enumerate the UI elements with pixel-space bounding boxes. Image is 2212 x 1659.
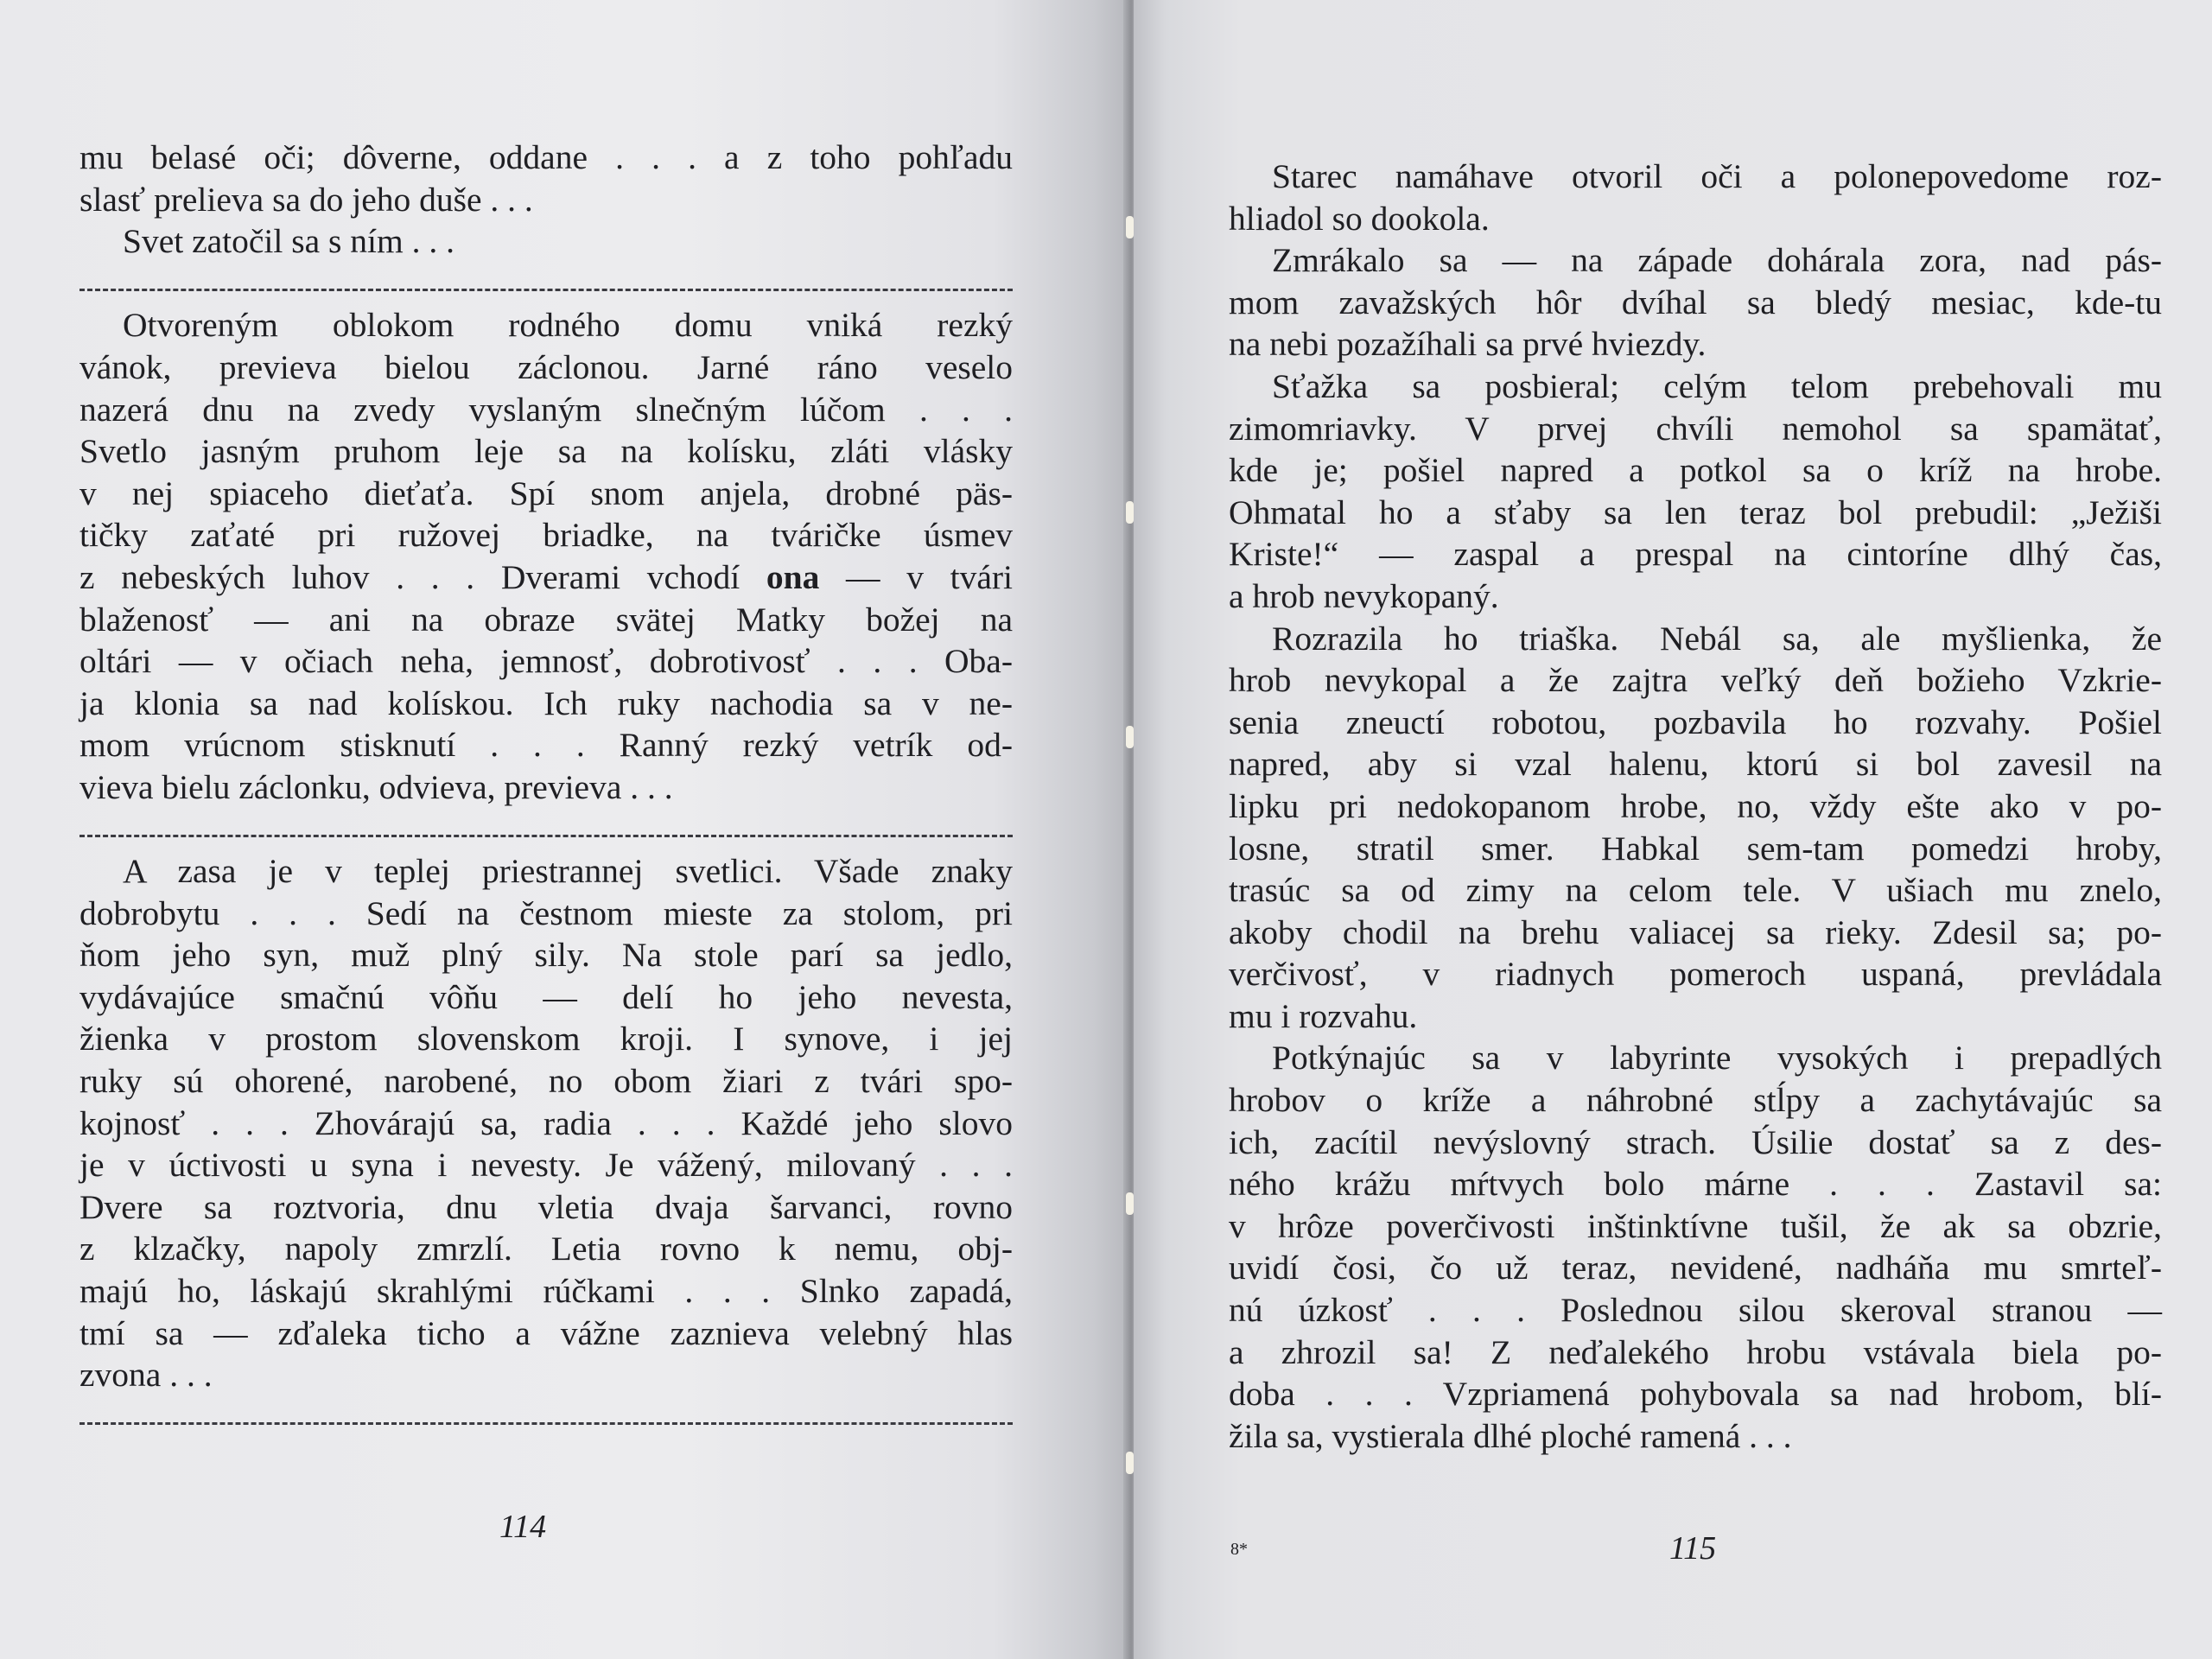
text-line: na nebi pozažíhali sa prvé hviezdy. [1229, 325, 1707, 364]
text-line: trasúc sa od zimy na celom tele. V ušiach mu znelo, [1229, 871, 2162, 910]
left-page-number: 114 [499, 1509, 547, 1545]
left-page-text [79, 137, 1013, 1438]
text-line: Zmrákalo sa — na západe dohárala zora, nad pás- [1272, 241, 2162, 280]
text-line: ruky sú ohorené, narobené, no obom žiari z tvári spo- [79, 1062, 1013, 1101]
text-line: mom zavažských hôr dvíhal sa bledý mesiac, kde-tu [1229, 283, 2162, 321]
text-line: z nebeských luhov . . . Dverami vchodí ona — v tvári [79, 557, 1013, 596]
text-line: kojnosť . . . Zhovárajú sa, radia . . . Každé jeho slovo [79, 1103, 1013, 1142]
text-line: nú úzkosť . . . Poslednou silou skeroval stranou — [1229, 1291, 2162, 1330]
text-line: Svet zatočil sa s ním . . . [123, 222, 454, 261]
text-line: mom vrúcnom stisknutí . . . Ranný rezký vetrík od- [79, 726, 1013, 765]
text-line: hrob nevykopal a že zajtra veľký deň božieho Vzkrie- [1229, 661, 2162, 700]
text-line: tmí sa — zďaleka ticho a vážne zaznieva velebný hlas [79, 1313, 1013, 1352]
text-line: a hrob nevykopaný. [1229, 576, 1499, 615]
text-line: senia zneuctí robotou, pozbavila ho rozvahy. Pošiel [1229, 702, 2162, 741]
text-line: z klzačky, napoly zmrzlí. Letia rovno k nemu, obj- [79, 1230, 1013, 1268]
text-line: vydávajúce smačnú vôňu — delí ho jeho nevesta, [79, 977, 1013, 1016]
text-line: Sťažka sa posbieral; celým telom prebehovali mu [1272, 366, 2162, 405]
right-page [1134, 0, 2212, 1659]
text-line: Rozrazila ho triaška. Nebál sa, ale myšlienka, že [1272, 619, 2162, 658]
text-line: a zhrozil sa! Z neďalekého hrobu vstávala biela po- [1229, 1332, 2162, 1371]
text-line: žila sa, vystierala dlhé ploché ramená . . . [1229, 1416, 1792, 1455]
text-line: Kriste!“ — zaspal a prespal na cintoríne dlhý čas, [1229, 535, 2162, 574]
text-line: doba . . . Vzpriamená pohybovala sa nad hrobom, blí- [1229, 1375, 2162, 1414]
text-line: vieva bielu záclonku, odvieva, previeva . . . [79, 767, 673, 806]
text-line: oltári — v očiach neha, jemnosť, dobrotivosť . . . Oba- [79, 642, 1013, 681]
text-line: v hrôze poverčivosti inštinktívne tušil, že ak sa obzrie, [1229, 1206, 2162, 1245]
section-divider [79, 263, 1013, 305]
signature-mark: 8* [1230, 1540, 1248, 1559]
emphasis-word: ona [766, 557, 820, 596]
text-line: ňom jeho syn, muž plný sily. Na stole parí sa jedlo, [79, 936, 1013, 975]
text-line: vánok, previeva bielou záclonou. Jarné ráno veselo [79, 347, 1013, 386]
text-line: verčivosť, v riadnych pomeroch uspaná, prevládala [1229, 955, 2162, 994]
section-divider [79, 1396, 1013, 1439]
text-line: je v úctivosti u syna i nevesty. Je vážený, milovaný . . . [79, 1146, 1013, 1185]
text-line: zimomriavky. V prvej chvíli nemohol sa spamätať, [1229, 409, 2162, 448]
text-block [1229, 156, 2162, 1457]
text-line: Dvere sa roztvoria, dnu vletia dvaja šarvanci, rovno [79, 1187, 1013, 1226]
text-line: ného krážu mŕtvych bolo márne . . . Zastavil sa: [1229, 1165, 2162, 1204]
text-line: Potkýnajúc sa v labyrinte vysokých i prepadlých [1272, 1039, 2162, 1077]
text-line: uvidí čosi, čo už teraz, nevidené, nadháňa mu smrteľ- [1229, 1249, 2162, 1287]
section-divider [79, 809, 1013, 851]
text-line: napred, aby si vzal halenu, ktorú si bol zavesil na [1229, 745, 2162, 784]
text-line: Otvoreným oblokom rodného domu vniká rezký [123, 306, 1013, 345]
text-line: majú ho, láskajú skrahlými rúčkami . . . Slnko zapadá, [79, 1272, 1013, 1311]
binding-stitch [1126, 501, 1134, 524]
text-line: Svetlo jasným pruhom leje sa na kolísku, zláti vlásky [79, 432, 1013, 471]
text-line: Ohmatal ho a sťaby sa len teraz bol prebudil: „Ježiši [1229, 493, 2162, 531]
right-page-number: 115 [1669, 1530, 1717, 1567]
text-line: hrobov o kríže a náhrobné stĺpy a zachytávajúc sa [1229, 1081, 2162, 1120]
text-line: zvona . . . [79, 1356, 213, 1395]
text-line: lipku pri nedokopanom hrobe, no, vždy ešte ako v po- [1229, 786, 2162, 825]
text-line: ich, zacítil nevýslovný strach. Úsilie dostať sa z des- [1229, 1122, 2162, 1161]
binding-stitch [1126, 1452, 1134, 1474]
text-block [79, 137, 1013, 1438]
text-line: nazerá dnu na zvedy vyslaným slnečným lúčom . . . [79, 390, 1013, 429]
right-page-text [1229, 156, 2162, 1457]
text-line: akoby chodil na brehu valiacej sa rieky. Zdesil sa; po- [1229, 912, 2162, 951]
text-line: tičky zaťaté pri ružovej briadke, na tváričke úsmev [79, 516, 1013, 555]
text-line: žienka v prostom slovenskom kroji. I synove, i jej [79, 1020, 1013, 1058]
text-line: v nej spiaceho dieťaťa. Spí snom anjela, drobné päs- [79, 474, 1013, 512]
text-line: blaženosť — ani na obraze svätej Matky božej na [79, 600, 1013, 639]
text-line: Starec namáhave otvoril oči a polonepovedome roz- [1272, 157, 2162, 195]
text-line: mu i rozvahu. [1229, 996, 1418, 1035]
binding-stitch [1126, 1192, 1134, 1215]
text-line: mu belasé oči; dôverne, oddane . . . a z toho pohľadu [79, 138, 1013, 176]
text-line: A zasa je v teplej priestrannej svetlici. Všade znaky [123, 852, 1013, 891]
binding-stitch [1126, 726, 1134, 748]
text-line: hliadol so dookola. [1229, 199, 1490, 238]
text-line: losne, stratil smer. Habkal sem-tam pomedzi hroby, [1229, 829, 2162, 868]
text-line: slasť prelieva sa do jeho duše . . . [79, 180, 533, 219]
text-line: dobrobytu . . . Sedí na čestnom mieste za stolom, pri [79, 893, 1013, 932]
text-line: kde je; pošiel napred a potkol sa o kríž na hrobe. [1229, 451, 2162, 490]
text-line: ja klonia sa nad kolískou. Ich ruky nachodia sa v ne- [79, 683, 1013, 722]
binding-stitch [1126, 216, 1134, 238]
